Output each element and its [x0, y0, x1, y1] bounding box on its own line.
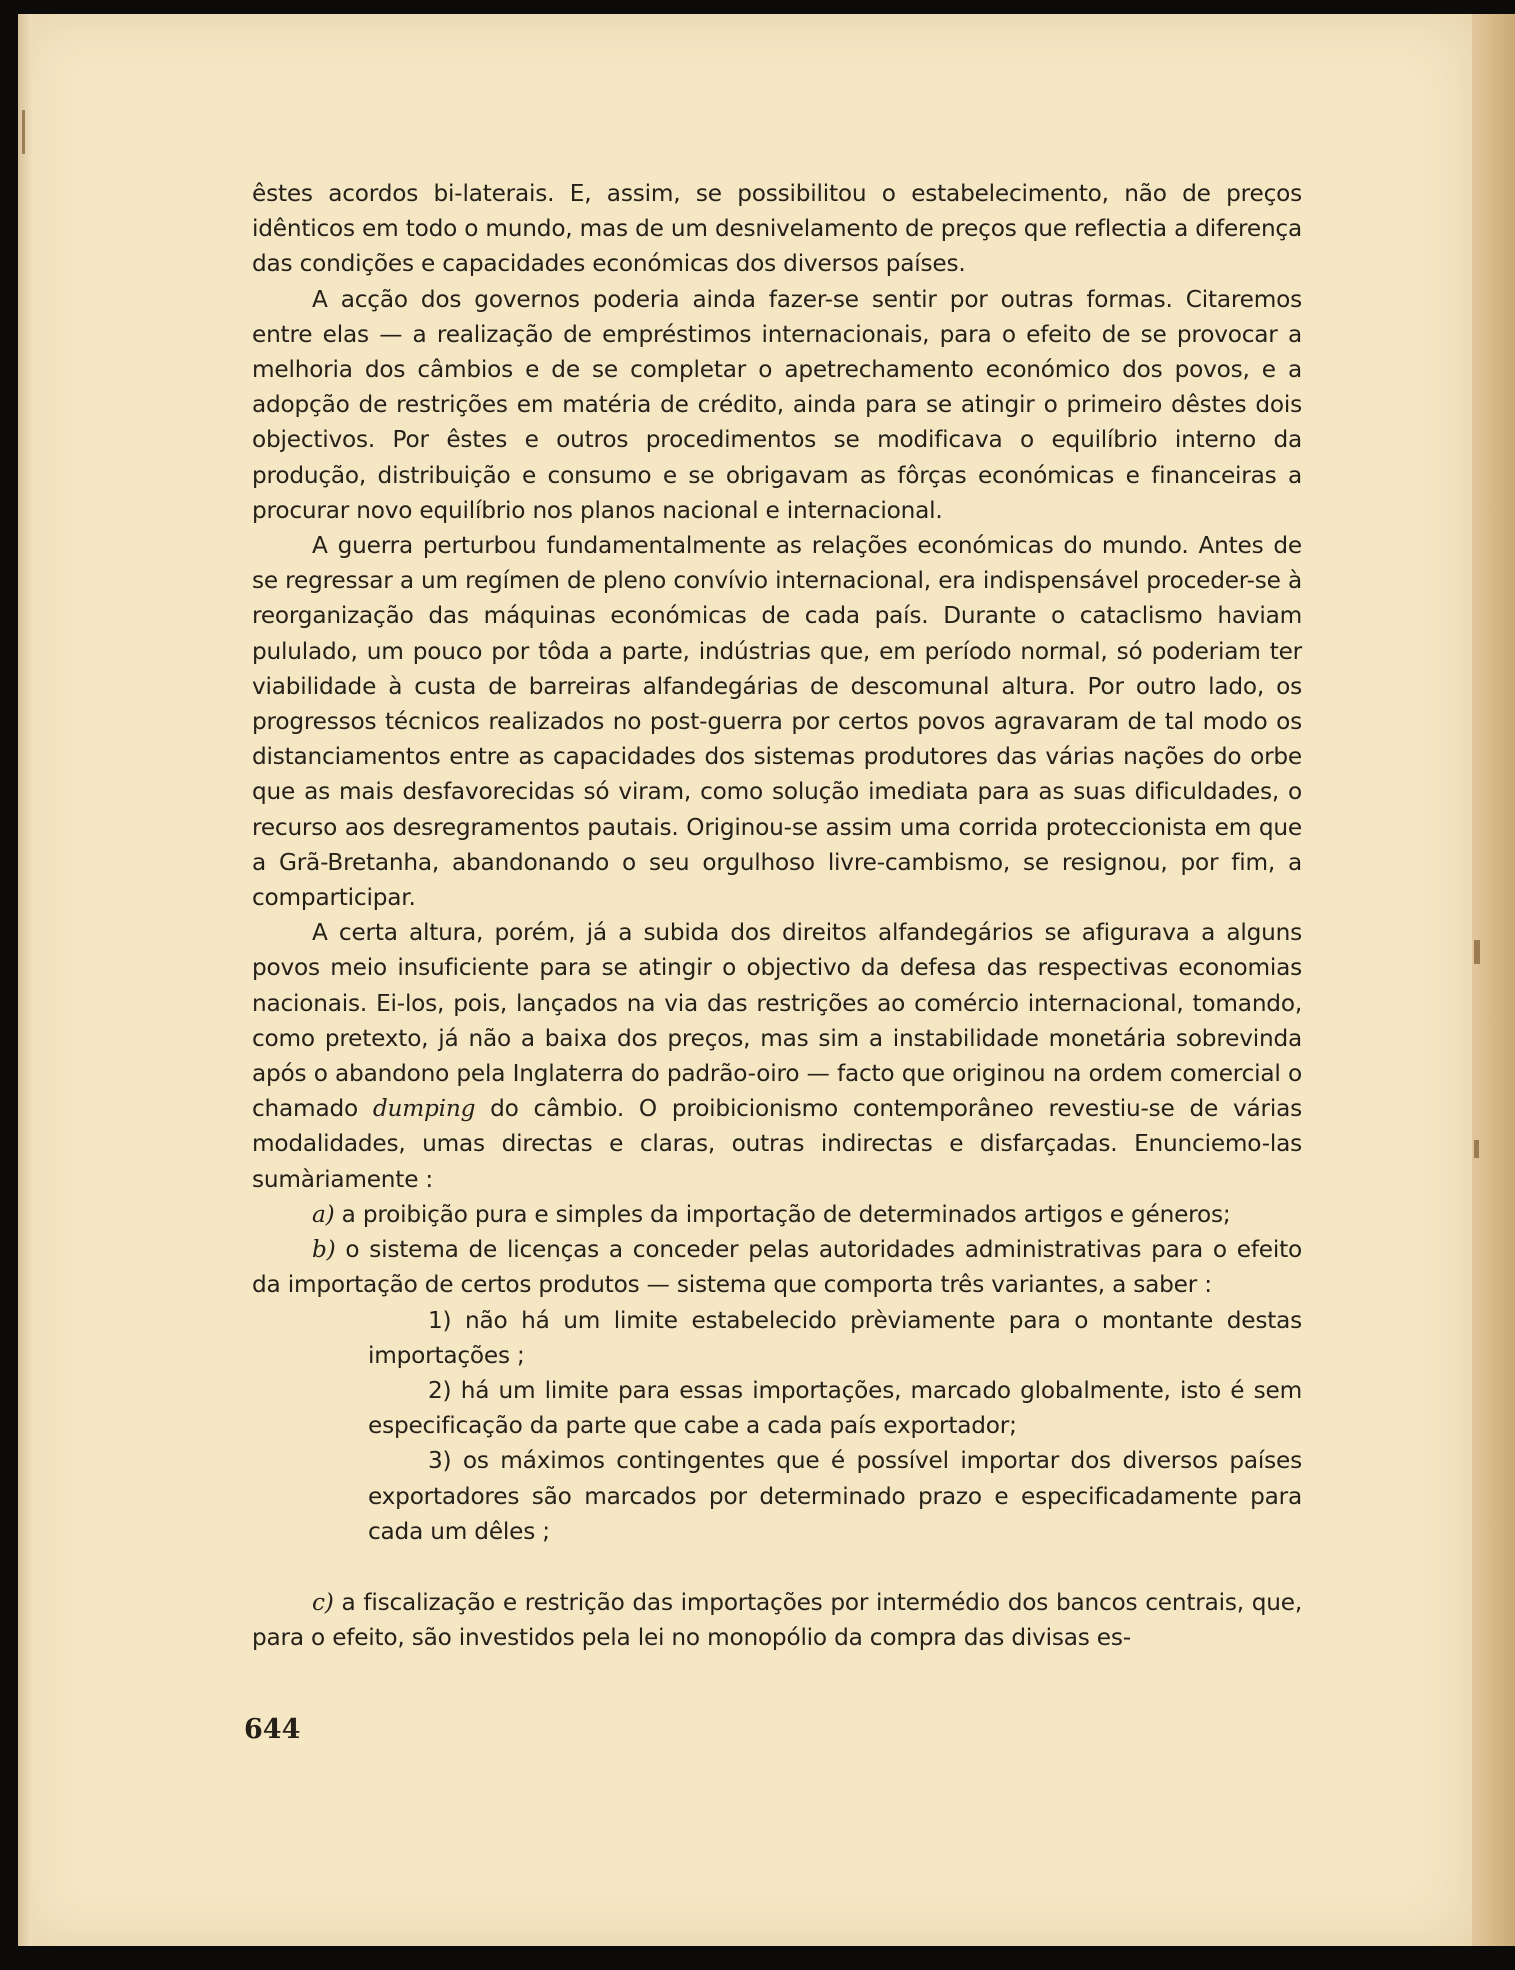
paragraph-1: êstes acordos bi-laterais. E, assim, se possibilitou o estabelecimento, não de preços idênticos em todo o mundo, mas de um desnivelamento de preços que reflectia a diferença das condições e capacidades económicas dos diversos países. — [252, 180, 1302, 278]
paragraph-2: A acção dos governos poderia ainda fazer-se sentir por outras formas. Citaremos entre elas — a realização de empréstimos internacionais, para o efeito de se provocar a melhoria dos câmbios e de se completar o apetrechamento económico dos povos, e a adopção de restrições em matéria de crédito, ainda para se atingir o primeiro dêstes dois objectivos. Por êstes e outros procedimentos se modificava o equilíbrio interno da produção, distribuição e consumo e se obrigavam as fôrças económicas e financeiras a procurar novo equilíbrio nos planos nacional e internacional. — [252, 285, 1302, 524]
page-spine-shadow — [18, 14, 32, 1946]
list-item-c — [252, 1585, 1302, 1655]
spacer — [252, 1549, 1302, 1585]
list-letter-c: c) — [312, 1588, 334, 1616]
sub-item-3: 3) os máximos contingentes que é possível importar dos diversos países exportadores são marcados por determinado prazo e especificadamente para cada um dêles ; — [368, 1447, 1302, 1545]
edge-mark — [1474, 1140, 1479, 1158]
dumping-term: dumping — [372, 1095, 476, 1123]
list-text-b: o sistema de licenças a conceder pelas autoridades administrativas para o efeito da importação de certos produtos — sistema que comporta três variantes, a saber : — [252, 1236, 1302, 1299]
list-letter-a: a) — [312, 1200, 335, 1228]
paragraph-4 — [252, 915, 1302, 1197]
edge-mark — [1474, 940, 1480, 964]
page-number: 644 — [244, 1714, 301, 1745]
paragraph-4-after: do câmbio. O proibicionismo contemporâneo revestiu-se de várias modalidades, umas directas e claras, outras indirectas e disfarçadas. Enunciemo-las sumàriamente : — [252, 1095, 1302, 1193]
page-edge-stack — [1472, 14, 1515, 1946]
list-item-a — [252, 1197, 1302, 1232]
sub-item-1: 1) não há um limite estabelecido prèviamente para o montante destas importações ; — [368, 1306, 1302, 1369]
edge-mark — [22, 110, 25, 154]
list-item-b — [252, 1232, 1302, 1302]
paragraph-4-before: A certa altura, porém, já a subida dos direitos alfandegários se afigurava a alguns povos meio insuficiente para se atingir o objectivo da defesa das respectivas economias nacionais. Ei-los, pois, lançados na via das restrições ao comércio internacional, tomando, como pretexto, já não a baixa dos preços, mas sim a instabilidade monetária sobrevinda após o abandono pela Inglaterra do padrão-oiro — facto que originou na ordem comercial o chamado — [252, 919, 1302, 1123]
list-letter-b: b) — [312, 1236, 336, 1264]
body-text — [252, 176, 1302, 1655]
list-text-c: a fiscalização e restrição das importações por intermédio dos bancos centrais, que, para o efeito, são investidos pela lei no monopólio da compra das divisas es- — [252, 1588, 1302, 1652]
list-text-a: a proibição pura e simples da importação de determinados artigos e géneros; — [341, 1200, 1231, 1228]
sub-item-2: 2) há um limite para essas importações, marcado globalmente, isto é sem especificação da parte que cabe a cada país exportador; — [368, 1376, 1302, 1440]
paragraph-3: A guerra perturbou fundamentalmente as relações económicas do mundo. Antes de se regressar a um regímen de pleno convívio internacional, era indispensável proceder-se à reorganização das máquinas económicas de cada país. Durante o cataclismo haviam pululado, um pouco por tôda a parte, indústrias que, em período normal, só poderiam ter viabilidade à custa de barreiras alfandegárias de descomunal altura. Por outro lado, os progressos técnicos realizados no post-guerra por certos povos agravaram de tal modo os distanciamentos entre as capacidades dos sistemas produtores das várias nações do orbe que as mais desfavorecidas só viram, como solução imediata para as suas dificuldades, o recurso aos desregramentos pautais. Originou-se assim uma corrida proteccionista em que a Grã-Bretanha, abandonando o seu orgulhoso livre-cambismo, se resignou, por fim, a comparticipar. — [252, 532, 1302, 912]
